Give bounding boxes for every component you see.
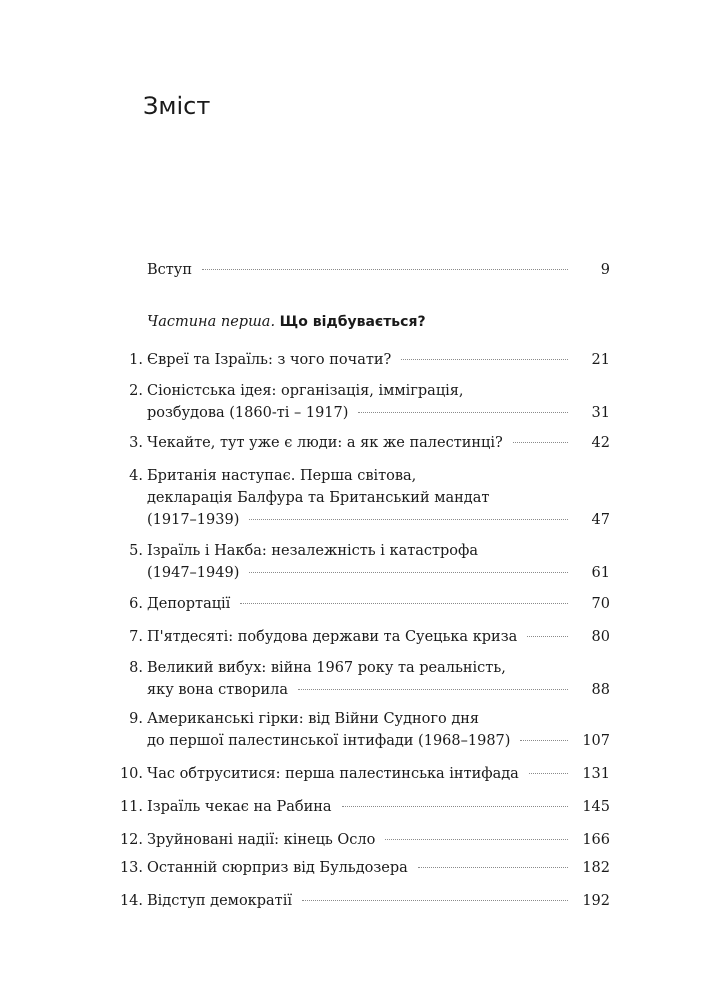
dot-leader (385, 839, 568, 840)
chapter-title-line: Євреї та Ізраїль: з чого почати? (147, 352, 392, 368)
chapter-number: 11. (119, 799, 143, 815)
part-heading (147, 311, 426, 333)
chapter-title-line: декларація Балфура та Британський мандат (147, 490, 490, 506)
dot-leader (358, 412, 568, 413)
chapter-number: 14. (119, 893, 143, 909)
chapter-number: 4. (129, 468, 143, 484)
toc-page-number: 131 (582, 766, 610, 782)
toc-page-number: 192 (582, 893, 610, 909)
toc-page-number: 21 (591, 352, 610, 368)
chapter-title-line: Британія наступає. Перша світова, (147, 468, 417, 484)
chapter-number: 1. (129, 352, 143, 368)
chapter-title-line: Останній сюрприз від Бульдозера (147, 860, 408, 876)
dot-leader (302, 900, 568, 901)
dot-leader (202, 269, 568, 270)
chapter-title-line: (1917–1939) (147, 512, 240, 528)
dot-leader (249, 519, 568, 520)
chapter-title-line: Американські гірки: від Війни Судного дня (147, 711, 480, 727)
chapter-title-line: П'ятдесяті: побудова держави та Суецька криза (147, 629, 518, 645)
toc-page-number: 166 (582, 832, 610, 848)
dot-leader (520, 740, 568, 741)
dot-leader (240, 603, 568, 604)
toc-page-number: 31 (591, 405, 610, 421)
dot-leader (529, 773, 568, 774)
dot-leader (527, 636, 568, 637)
toc-page-number: 61 (591, 565, 610, 581)
chapter-title-line: яку вона створила (147, 682, 288, 698)
dot-leader (342, 806, 568, 807)
part-title: Що відбувається? (279, 314, 426, 330)
chapter-number: 13. (119, 860, 143, 876)
chapter-title-line: Сіоністська ідея: організація, імміграція, (147, 383, 464, 399)
toc-page-number: 47 (591, 512, 610, 528)
chapter-number: 5. (129, 543, 143, 559)
toc-entry-title: Вступ (147, 262, 192, 278)
chapter-title-line: Депортації (147, 596, 231, 612)
toc-page-number: 107 (582, 733, 610, 749)
dot-leader (418, 867, 568, 868)
toc-page-number: 9 (600, 262, 610, 278)
chapter-title-line: до першої палестинської інтифади (1968–1987) (147, 733, 511, 749)
page-title: Зміст (143, 92, 211, 120)
dot-leader (513, 442, 568, 443)
chapter-number: 10. (119, 766, 143, 782)
toc-page-number: 182 (582, 860, 610, 876)
toc-page-number: 70 (591, 596, 610, 612)
toc-page-number: 88 (591, 682, 610, 698)
dot-leader (298, 689, 568, 690)
chapter-title-line: (1947–1949) (147, 565, 240, 581)
chapter-title-line: Відступ демократії (147, 893, 292, 909)
chapter-number: 9. (129, 711, 143, 727)
chapter-title-line: Час обтруситися: перша палестинська інтифада (147, 766, 519, 782)
part-label: Частина перша. (147, 314, 276, 330)
chapter-title-line: Ізраїль і Накба: незалежність і катастрофа (147, 543, 479, 559)
chapter-title-line: Зруйновані надії: кінець Осло (147, 832, 376, 848)
chapter-title-line: Великий вибух: війна 1967 року та реальність, (147, 660, 506, 676)
chapter-number: 8. (129, 660, 143, 676)
chapter-number: 2. (129, 383, 143, 399)
toc-page-number: 145 (582, 799, 610, 815)
chapter-number: 6. (129, 596, 143, 612)
toc-page-number: 80 (591, 629, 610, 645)
dot-leader (401, 359, 568, 360)
chapter-title-line: Ізраїль чекає на Рабина (147, 799, 332, 815)
chapter-title-line: Чекайте, тут уже є люди: а як же палестинці? (147, 435, 503, 451)
chapter-number: 3. (129, 435, 143, 451)
dot-leader (249, 572, 568, 573)
chapter-title-line: розбудова (1860-ті – 1917) (147, 405, 349, 421)
chapter-number: 12. (119, 832, 143, 848)
toc-page-number: 42 (591, 435, 610, 451)
chapter-number: 7. (129, 629, 143, 645)
